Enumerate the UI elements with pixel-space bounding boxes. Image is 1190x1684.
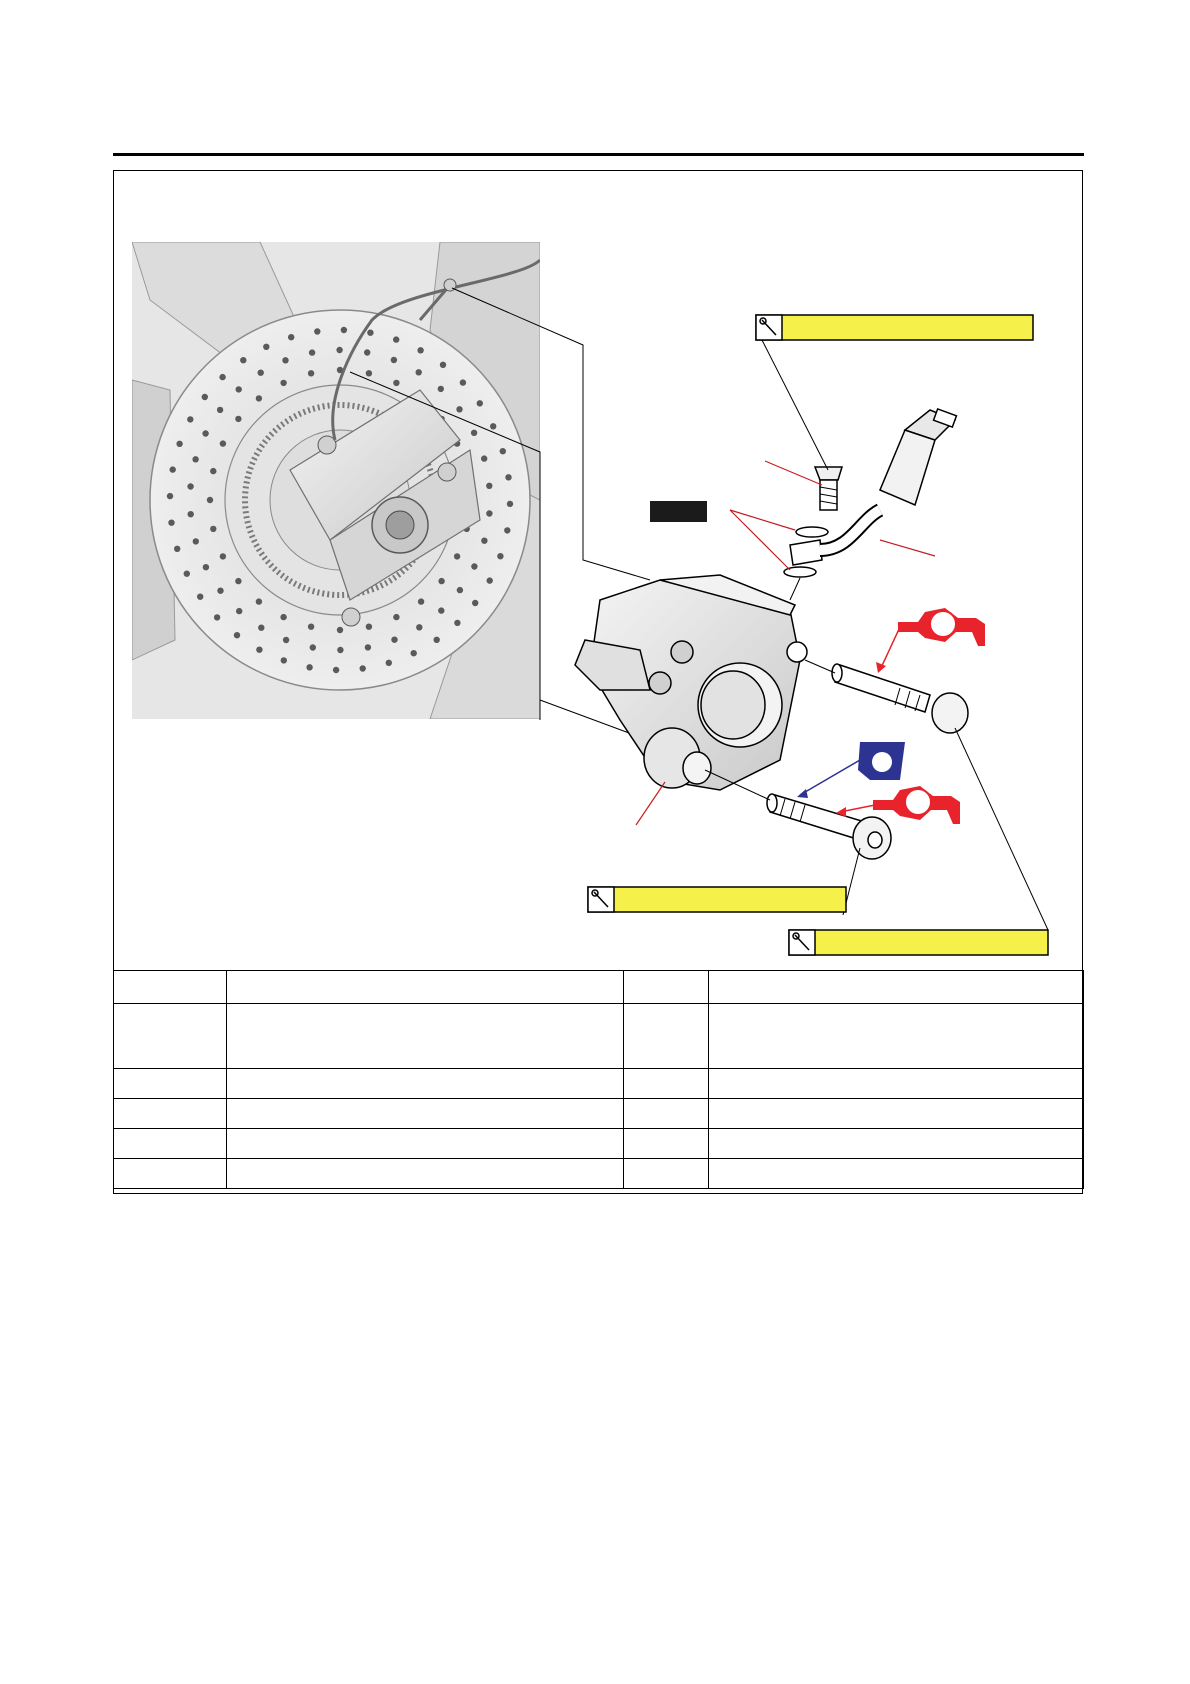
- torque-label-lower: [588, 887, 846, 912]
- disc-hole: [236, 608, 242, 614]
- disc-hole: [258, 625, 264, 631]
- table-cell: [114, 1004, 227, 1069]
- disc-hole: [202, 394, 208, 400]
- disc-hole: [393, 380, 399, 386]
- table-cell: [624, 1129, 709, 1159]
- table-cell: [624, 1099, 709, 1129]
- disc-hole: [220, 440, 226, 446]
- disc-hole: [434, 637, 440, 643]
- disc-hole: [217, 588, 223, 594]
- disc-hole: [263, 344, 269, 350]
- disc-hole: [308, 370, 314, 376]
- table-row: [114, 971, 1084, 1004]
- disc-hole: [367, 330, 373, 336]
- disc-hole: [240, 357, 246, 363]
- disc-hole: [438, 607, 444, 613]
- banjo-bolt: [815, 467, 842, 510]
- disc-hole: [440, 362, 446, 368]
- disc-hole: [364, 349, 370, 355]
- disc-hole: [214, 614, 220, 620]
- disc-hole: [416, 624, 422, 630]
- disc-hole: [504, 527, 510, 533]
- disc-hole: [203, 564, 209, 570]
- disc-hole: [460, 379, 466, 385]
- disc-hole: [333, 667, 339, 673]
- disc-hole: [219, 374, 225, 380]
- disc-hole: [210, 468, 216, 474]
- table-cell: [709, 971, 1084, 1004]
- disc-hole: [309, 349, 315, 355]
- disc-hole: [337, 627, 343, 633]
- disc-hole: [308, 624, 314, 630]
- disc-hole: [256, 395, 262, 401]
- disc-hole: [481, 538, 487, 544]
- table-cell: [114, 1159, 227, 1189]
- disc-hole: [417, 347, 423, 353]
- disc-hole: [310, 644, 316, 650]
- disc-hole: [256, 598, 262, 604]
- disc-hole: [170, 466, 176, 472]
- disc-hole: [472, 600, 478, 606]
- table-cell: [709, 1004, 1084, 1069]
- table-cell: [709, 1159, 1084, 1189]
- disc-hole: [192, 456, 198, 462]
- caliper-bolt-upper: [832, 664, 968, 733]
- disc-hole: [490, 423, 496, 429]
- disc-hole: [505, 474, 511, 480]
- brake-hose-union: [790, 409, 956, 565]
- table-cell: [227, 1069, 624, 1099]
- disc-hole: [258, 370, 264, 376]
- brake-caliper: [575, 575, 807, 790]
- disc-hole: [207, 497, 213, 503]
- table-cell: [227, 1129, 624, 1159]
- disc-hole: [507, 501, 513, 507]
- disc-hole: [306, 664, 312, 670]
- disc-hole: [193, 538, 199, 544]
- disc-hole: [366, 624, 372, 630]
- table-row: [114, 1004, 1084, 1069]
- disc-hole: [454, 620, 460, 626]
- disc-hole: [187, 416, 193, 422]
- wheel-disc-render: [132, 242, 540, 719]
- disc-hole: [288, 334, 294, 340]
- table-cell: [227, 1159, 624, 1189]
- disc-hole: [314, 328, 320, 334]
- disc-hole: [202, 430, 208, 436]
- torque-label-bottom: [789, 930, 1048, 955]
- disc-hole: [280, 614, 286, 620]
- disc-hole: [487, 577, 493, 583]
- table-row: [114, 1129, 1084, 1159]
- table-cell: [227, 971, 624, 1004]
- disc-hole: [486, 510, 492, 516]
- disc-hole: [220, 553, 226, 559]
- table-cell: [709, 1129, 1084, 1159]
- disc-hole: [235, 416, 241, 422]
- lubricant-icon-upper: [876, 608, 985, 673]
- table-cell: [624, 1159, 709, 1189]
- table-cell: [114, 1069, 227, 1099]
- disc-hole: [281, 657, 287, 663]
- disc-hole: [365, 644, 371, 650]
- disc-hole: [438, 578, 444, 584]
- disc-hole: [283, 637, 289, 643]
- disc-hole: [416, 369, 422, 375]
- caliper-bolt-lower: [767, 794, 891, 859]
- disc-hole: [235, 578, 241, 584]
- disc-hole: [391, 637, 397, 643]
- table-cell: [114, 1129, 227, 1159]
- table-cell: [709, 1069, 1084, 1099]
- disc-hole: [234, 632, 240, 638]
- disc-hole: [197, 594, 203, 600]
- disc-hole: [391, 357, 397, 363]
- disc-hole: [454, 553, 460, 559]
- table-cell: [114, 971, 227, 1004]
- parts-table: [113, 970, 1084, 1189]
- threadlock-icon: [797, 742, 905, 798]
- disc-hole: [176, 441, 182, 447]
- disc-hole: [456, 406, 462, 412]
- disc-hole: [386, 660, 392, 666]
- disc-hole: [457, 587, 463, 593]
- table-cell: [624, 1004, 709, 1069]
- table-cell: [624, 971, 709, 1004]
- disc-hole: [174, 546, 180, 552]
- disc-hole: [366, 370, 372, 376]
- torque-leader-lines: [762, 340, 1048, 930]
- new-part-label: [650, 501, 707, 522]
- disc-hole: [282, 357, 288, 363]
- table-cell: [624, 1069, 709, 1099]
- disc-hole: [500, 448, 506, 454]
- disc-hole: [438, 386, 444, 392]
- disc-hole: [210, 526, 216, 532]
- disc-hole: [393, 614, 399, 620]
- disc-hole: [236, 386, 242, 392]
- disc-hole: [481, 455, 487, 461]
- torque-label-top: [756, 315, 1033, 340]
- disc-hole: [280, 380, 286, 386]
- disc-hole: [337, 647, 343, 653]
- table-row: [114, 1159, 1084, 1189]
- disc-hole: [471, 563, 477, 569]
- table-cell: [709, 1099, 1084, 1129]
- disc-hole: [341, 327, 347, 333]
- disc-hole: [168, 520, 174, 526]
- table-row: [114, 1069, 1084, 1099]
- disc-hole: [418, 598, 424, 604]
- disc-hole: [167, 493, 173, 499]
- disc-hole: [471, 430, 477, 436]
- disc-hole: [486, 483, 492, 489]
- disc-hole: [477, 400, 483, 406]
- disc-hole: [187, 483, 193, 489]
- disc-hole: [184, 571, 190, 577]
- disc-hole: [336, 347, 342, 353]
- disc-hole: [411, 650, 417, 656]
- disc-hole: [497, 553, 503, 559]
- disc-hole: [188, 511, 194, 517]
- table-cell: [114, 1099, 227, 1129]
- table-row: [114, 1099, 1084, 1129]
- table-cell: [227, 1099, 624, 1129]
- table-cell: [227, 1004, 624, 1069]
- disc-hole: [256, 647, 262, 653]
- disc-hole: [393, 336, 399, 342]
- disc-hole: [217, 407, 223, 413]
- disc-hole: [360, 665, 366, 671]
